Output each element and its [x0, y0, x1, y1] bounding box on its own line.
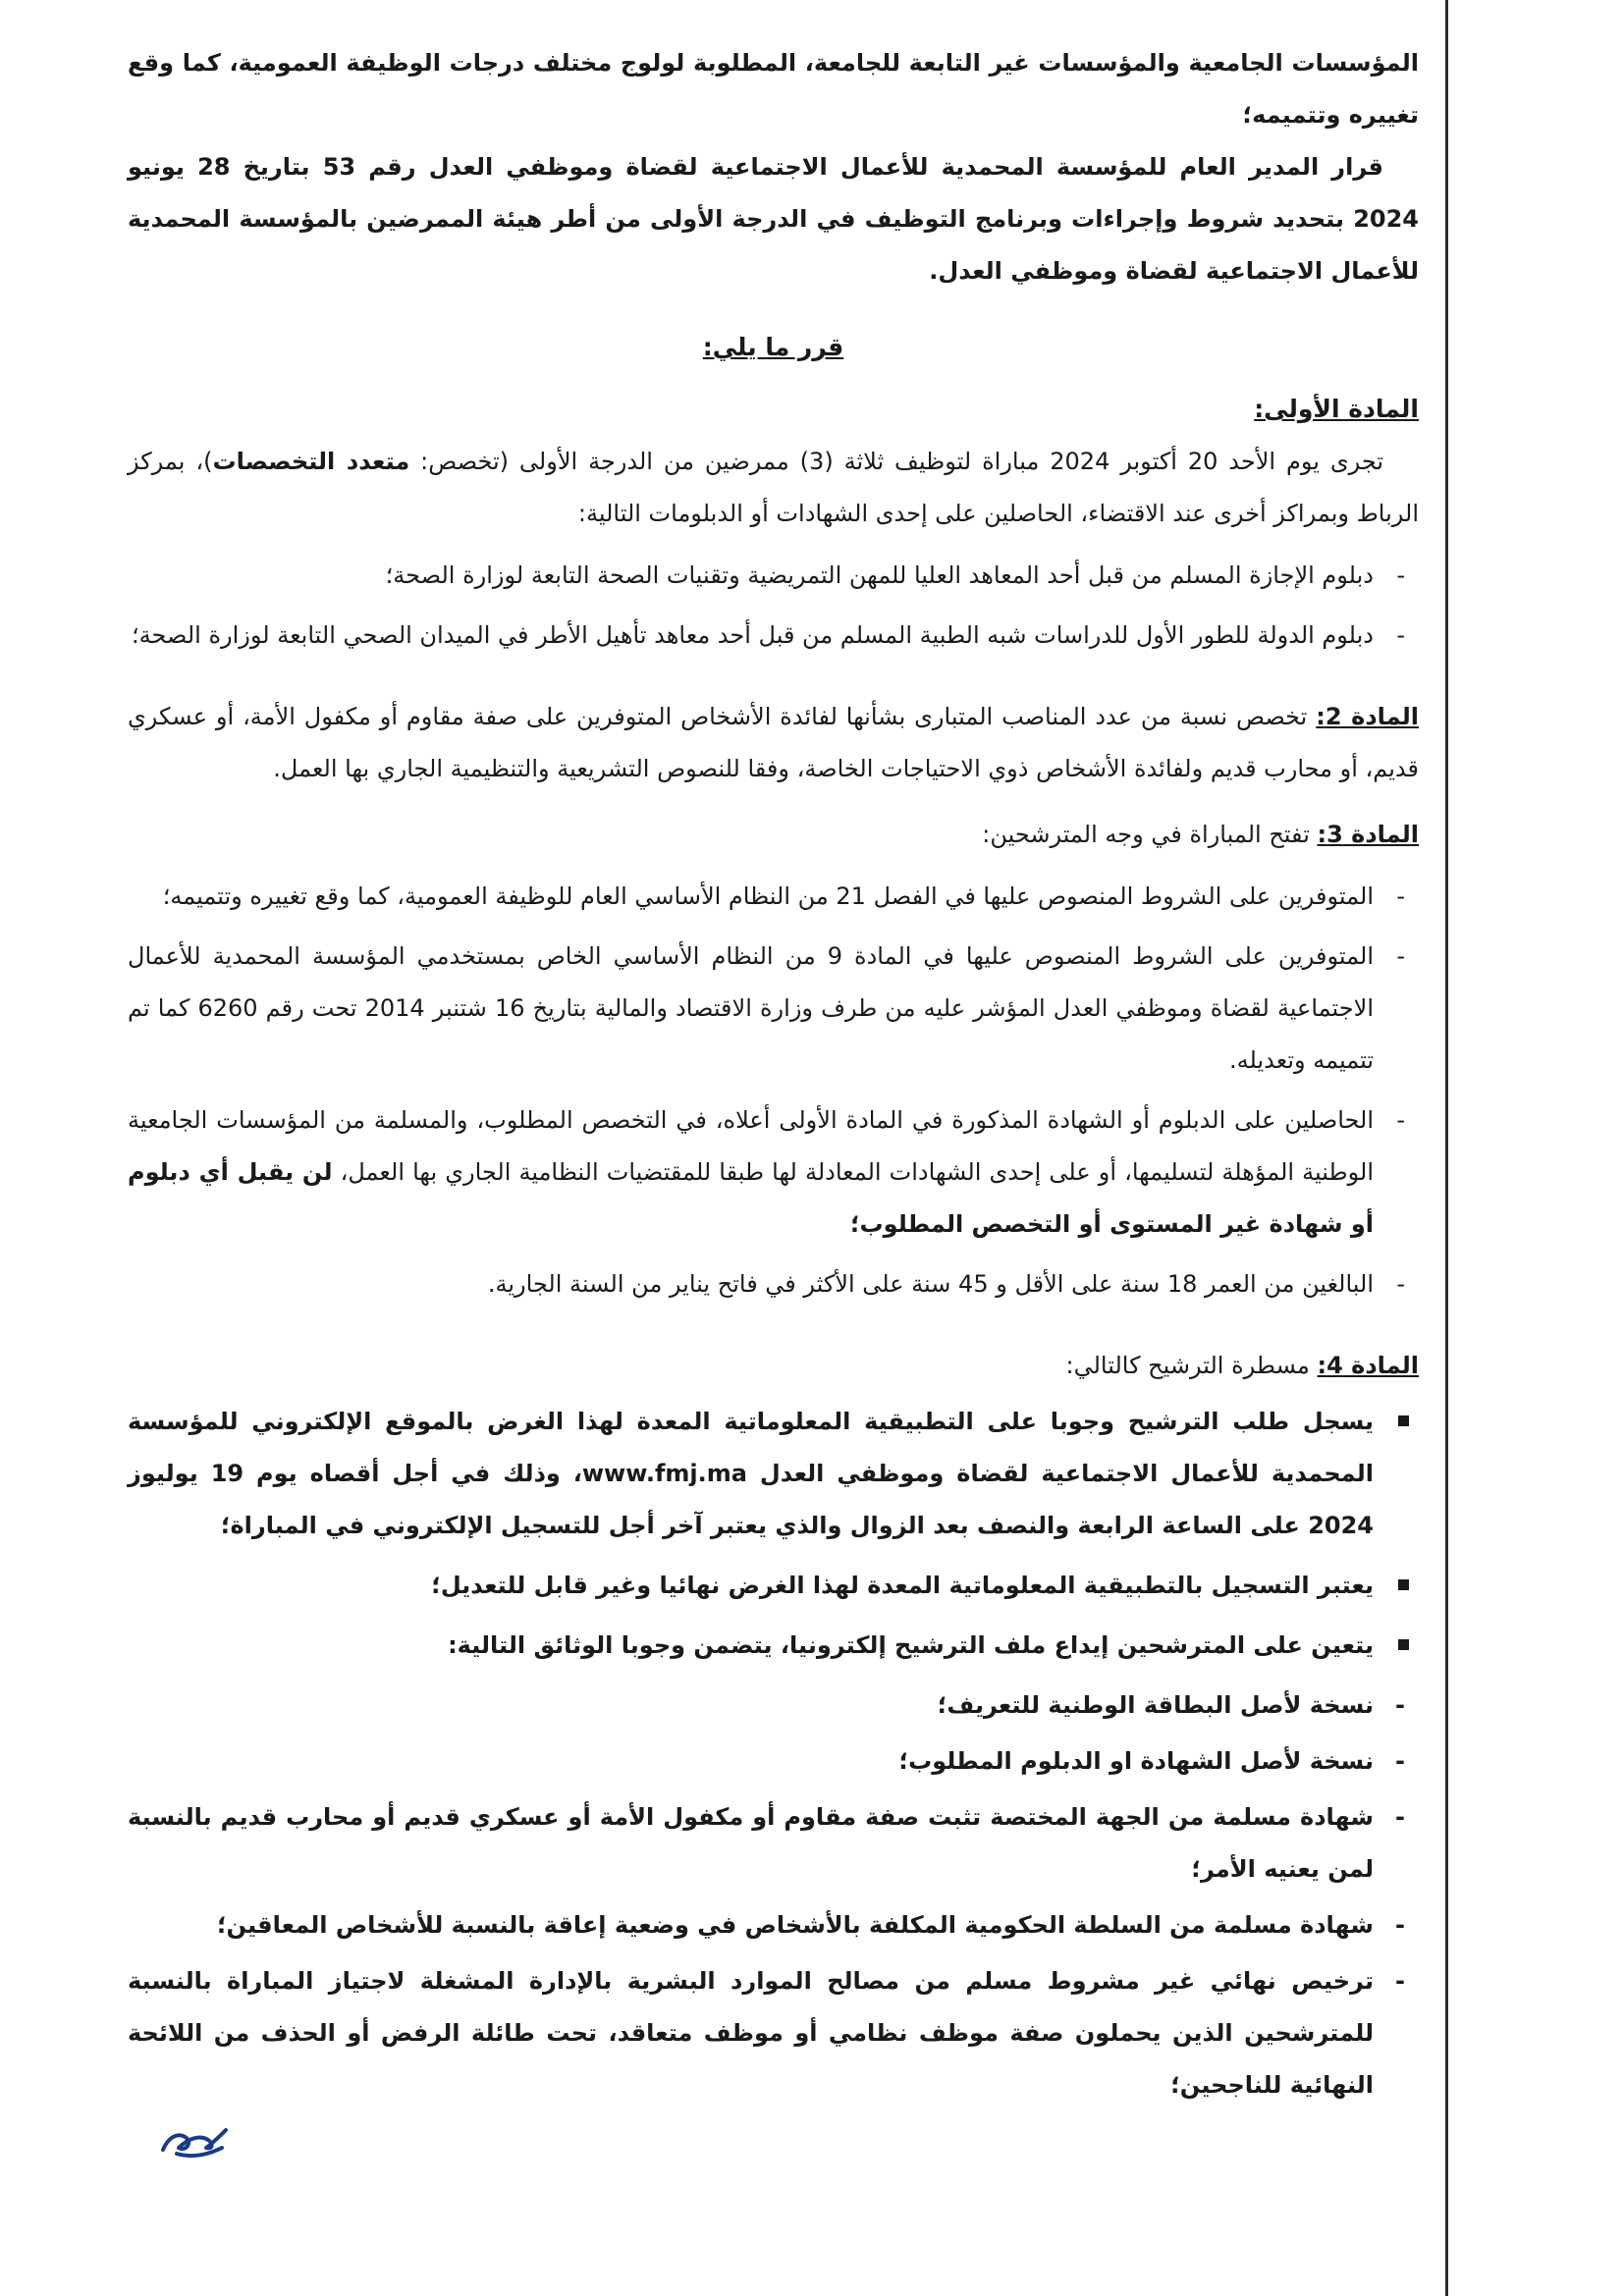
article-3-title: المادة 3:	[1317, 821, 1419, 848]
article-1-list	[128, 550, 1419, 662]
article-2-text	[128, 691, 1419, 795]
list-item: - البالغين من العمر 18 سنة على الأقل و 45 سنة على الأكثر في فاتح يناير من السنة الجارية.	[128, 1258, 1419, 1310]
article-1	[128, 383, 1419, 662]
list-item: - شهادة مسلمة من السلطة الحكومية المكلفة بالأشخاص في وضعية إعاقة بالنسبة للأشخاص المعاقين؛	[128, 1899, 1419, 1951]
list-item: يسجل طلب الترشيح وجوبا على التطبيقية المعلوماتية المعدة لهذا الغرض بالموقع الإلكتروني للمؤسسة المحمدية للأعمال الاجتماعية لقضاة وموظفي العدل www.fmj.ma، وذلك في أجل أقصاه يوم 19 يوليوز 2024 على الساعة الرابعة والنصف بعد الزوال والذي يعتبر آخر أجل للتسجيل الإلكتروني في المباراة؛	[128, 1396, 1419, 1552]
article-2-body: تخصص نسبة من عدد المناصب المتبارى بشأنها لفائدة الأشخاص المتوفرين على صفة مقاوم أو مكفول الأمة، أو عسكري قديم، أو محارب قديم ولفائدة الأشخاص ذوي الاحتياجات الخاصة، وفقا للنصوص التشريعية والتنظيمية الجاري بها العمل.	[128, 703, 1419, 782]
article-4-text	[128, 1340, 1419, 1392]
dash-marker: -	[1395, 1967, 1405, 1995]
dash-marker: -	[1396, 1106, 1405, 1134]
article-1-text	[128, 436, 1419, 540]
list-item: - دبلوم الدولة للطور الأول للدراسات شبه الطبية المسلم من قبل أحد معاهد تأهيل الأطر في الميدان الصحي التابعة لوزارة الصحة؛	[128, 610, 1419, 662]
article-4-list	[128, 1396, 1419, 1672]
article-3	[128, 809, 1419, 1310]
list-item: - دبلوم الإجازة المسلم من قبل أحد المعاهد العليا للمهن التمريضية وتقنيات الصحة التابعة لوزارة الصحة؛	[128, 550, 1419, 602]
square-bullet-icon	[1398, 1639, 1409, 1650]
dash-marker: -	[1396, 561, 1405, 589]
article-1-specialty: متعدد التخصصات	[212, 448, 410, 475]
article-2-title: المادة 2:	[1316, 703, 1419, 730]
list-item: - ترخيص نهائي غير مشروط مسلم من مصالح الموارد البشرية بالإدارة المشغلة لاجتياز المباراة بالنسبة للمترشحين الذين يحملون صفة موظف نظامي أو موظف متعاقد، تحت طائلة الرفض أو الحذف من اللائحة النهائية للناجحين؛	[128, 1955, 1419, 2111]
dash-marker: -	[1395, 1911, 1405, 1939]
list-item: يعتبر التسجيل بالتطبيقية المعلوماتية المعدة لهذا الغرض نهائيا وغير قابل للتعديل؛	[128, 1560, 1419, 1612]
decision-title: قرر ما يلي:	[702, 333, 844, 361]
article-2	[128, 691, 1419, 795]
list-item: - نسخة لأصل البطاقة الوطنية للتعريف؛	[128, 1680, 1419, 1732]
dash-marker: -	[1395, 1747, 1405, 1775]
article-3-text	[128, 809, 1419, 861]
article-3-list	[128, 871, 1419, 1310]
list-item: - شهادة مسلمة من الجهة المختصة تثبت صفة مقاوم أو مكفول الأمة أو عسكري قديم أو محارب قديم بالنسبة لمن يعنيه الأمر؛	[128, 1791, 1419, 1896]
dash-marker: -	[1396, 1270, 1405, 1298]
list-item: - المتوفرين على الشروط المنصوص عليها في الفصل 21 من النظام الأساسي العام للوظيفة العمومية، كما وقع تغييره وتتميمه؛	[128, 871, 1419, 923]
square-bullet-icon	[1398, 1415, 1409, 1426]
article-1-title: المادة الأولى:	[1254, 395, 1419, 423]
article-3-body: تفتح المباراة في وجه المترشحين:	[982, 821, 1318, 848]
article-4-body: مسطرة الترشيح كالتالي:	[1065, 1352, 1318, 1379]
intro-paragraph-2: قرار المدير العام للمؤسسة المحمدية للأعمال الاجتماعية لقضاة وموظفي العدل رقم 53 بتاريخ 28 يونيو 2024 بتحديد شروط وإجراءات وبرنامج التوظيف في الدرجة الأولى من أطر هيئة الممرضين بالمؤسسة المحمدية للأعمال الاجتماعية لقضاة وموظفي العدل.	[128, 153, 1419, 285]
dash-marker: -	[1396, 942, 1405, 970]
dash-marker: -	[1395, 1803, 1405, 1831]
article-1-text-a: تجرى يوم الأحد 20 أكتوبر 2024 مباراة لتوظيف ثلاثة (3) ممرضين من الدرجة الأولى (تخصص:	[409, 448, 1384, 475]
signature-initials	[157, 2118, 230, 2162]
dash-marker: -	[1396, 882, 1405, 910]
square-bullet-icon	[1398, 1579, 1409, 1590]
list-item: - المتوفرين على الشروط المنصوص عليها في المادة 9 من النظام الأساسي الخاص بمستخدمي المؤسسة المحمدية للأعمال الاجتماعية لقضاة وموظفي العدل المؤشر عليه من طرف وزارة الاقتصاد والمالية بتاريخ 16 شتنبر 2014 تحت رقم 6260 كما تم تتميمه وتعديله.	[128, 931, 1419, 1087]
list-item: - نسخة لأصل الشهادة او الدبلوم المطلوب؛	[128, 1735, 1419, 1788]
dash-marker: -	[1396, 621, 1405, 649]
list-item: يتعين على المترشحين إيداع ملف الترشيح إلكترونيا، يتضمن وجوبا الوثائق التالية:	[128, 1620, 1419, 1672]
list-item: - الحاصلين على الدبلوم أو الشهادة المذكورة في المادة الأولى أعلاه، في التخصص المطلوب، والمسلمة من المؤسسات الجامعية الوطنية المؤهلة لتسليمها، أو على إحدى الشهادات المعادلة لها طبقا للمقتضيات النظامية الجاري بها العمل، لن يقبل أي دبلوم أو شهادة غير المستوى أو التخصص المطلوب؛	[128, 1095, 1419, 1251]
article-4-title: المادة 4:	[1317, 1352, 1419, 1379]
dash-marker: -	[1395, 1691, 1405, 1719]
article-4	[128, 1340, 1419, 2111]
intro-paragraph-1: المؤسسات الجامعية والمؤسسات غير التابعة للجامعة، المطلوبة لولوج مختلف درجات الوظيفة العمومية، كما وقع تغييره وتتميمه؛	[128, 49, 1419, 129]
margin-rule	[1445, 0, 1448, 2296]
article-1-text-c: )، بمركز الرباط وبمراكز أخرى عند الاقتضاء، الحاصلين على إحدى الشهادات أو الدبلومات التالية:	[128, 448, 1419, 527]
required-documents-list	[128, 1680, 1419, 2111]
document-body	[128, 37, 1419, 2115]
